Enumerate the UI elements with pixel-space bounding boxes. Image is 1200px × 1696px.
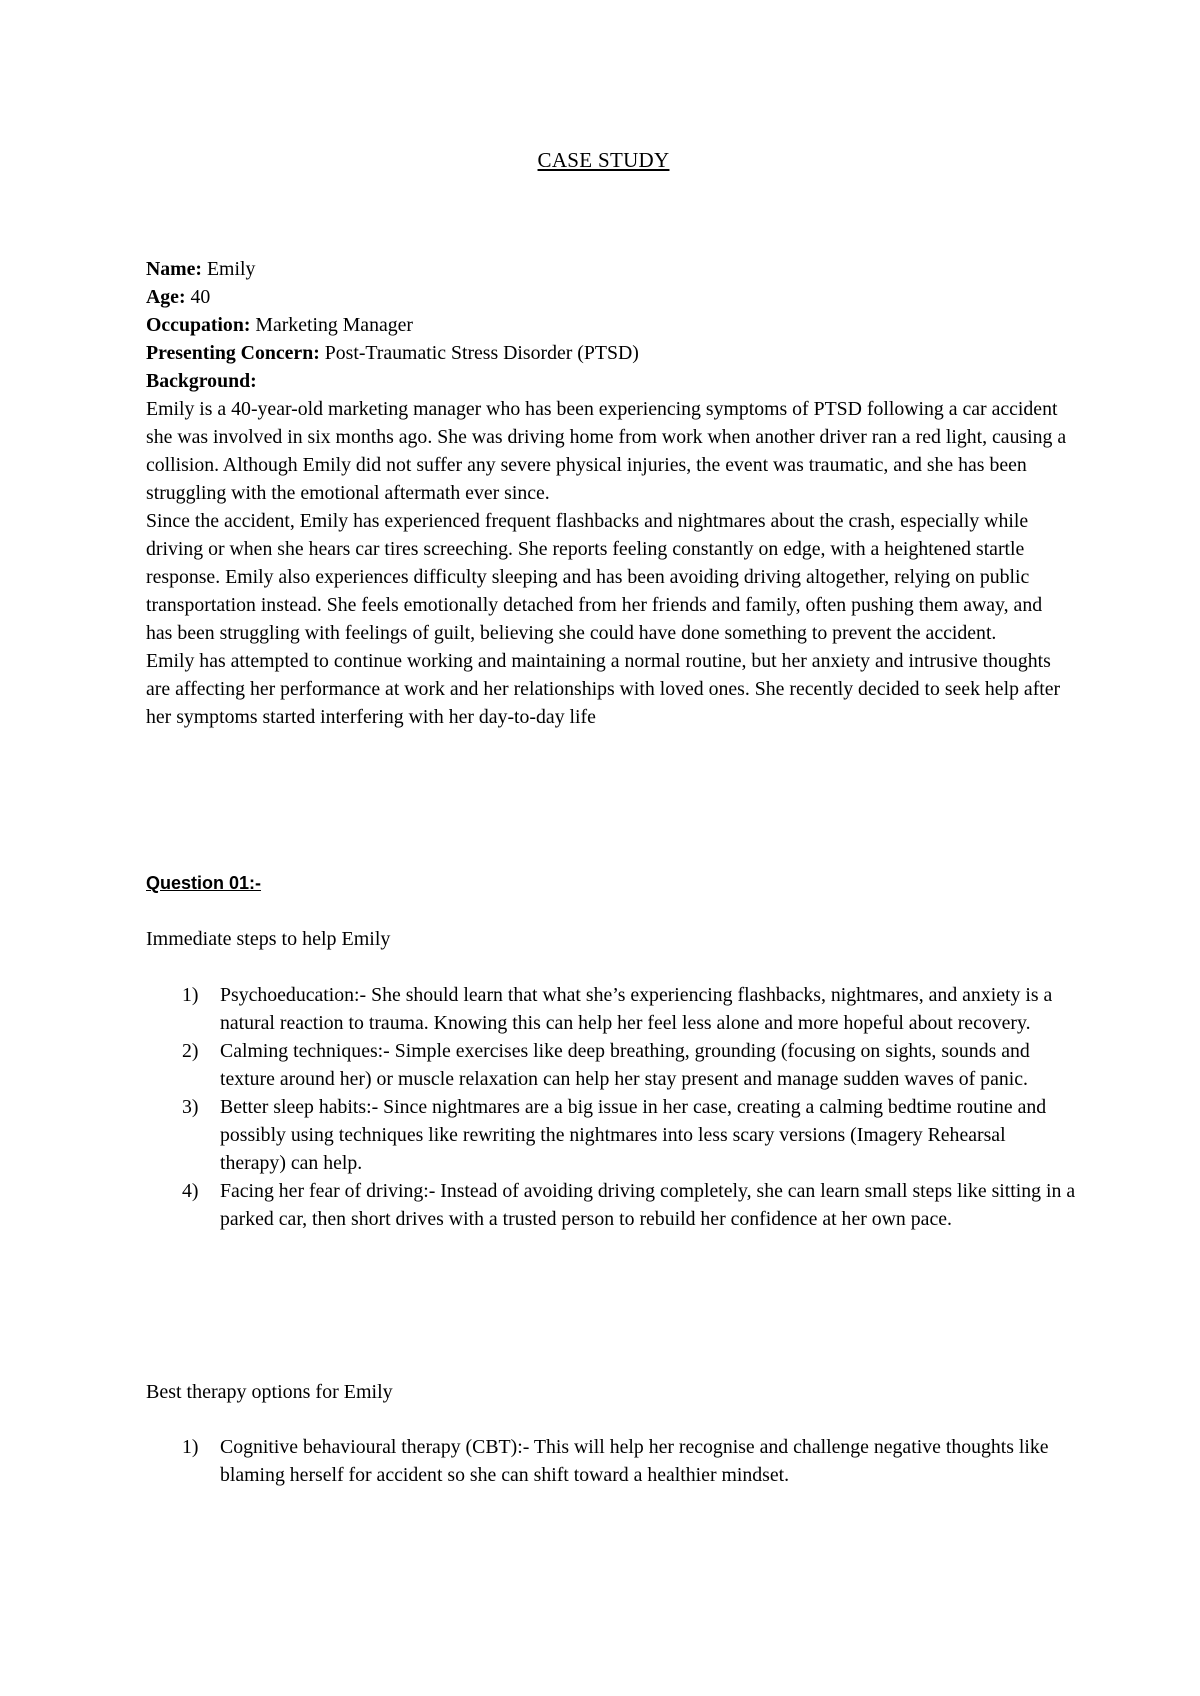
background-paragraph: Emily has attempted to continue working and maintaining a normal routine, but her anxiety and intrusive thoughts are affecting her performance at work and her relationships with loved ones. She recently decided to seek help after her symptoms started interfering with her day-to-day life <box>146 650 1061 728</box>
background-paragraph: Emily is a 40-year-old marketing manager who has been experiencing symptoms of PTSD following a car accident she was involved in six months ago. She was driving home from work when another driver ran a red light, causing a collision. Although Emily did not suffer any severe physical injuries, the event was traumatic, and she has been struggling with the emotional aftermath ever since. <box>146 398 1067 504</box>
name-value: Emily <box>202 258 256 280</box>
therapy-options-list <box>146 1433 1076 1489</box>
list-item-text: Psychoeducation:- She should learn that what she’s experiencing flashbacks, nightmares, and anxiety is a natural reaction to trauma. Knowing this can help her feel less alone and more hopeful about recovery. <box>220 984 1053 1034</box>
document-title: CASE STUDY <box>537 148 670 172</box>
question-heading: Question 01:- <box>146 873 262 893</box>
age-value: 40 <box>185 286 211 308</box>
list-item-text: Facing her fear of driving:- Instead of avoiding driving completely, she can learn small steps like sitting in a parked car, then short drives with a trusted person to rebuild her confidence at her own pace. <box>220 1180 1076 1230</box>
list-number: 1) <box>182 1436 199 1458</box>
list-item-text: Cognitive behavioural therapy (CBT):- This will help her recognise and challenge negative thoughts like blaming herself for accident so she can shift toward a healthier mindset. <box>220 1436 1049 1486</box>
list-item <box>146 1177 1076 1233</box>
age-row <box>146 283 639 311</box>
name-row <box>146 255 639 283</box>
case-details <box>146 255 639 395</box>
list-number: 4) <box>182 1180 199 1202</box>
list-item <box>146 1093 1076 1177</box>
list-item <box>146 981 1076 1037</box>
immediate-steps-heading: Immediate steps to help Emily <box>146 928 391 950</box>
list-number: 1) <box>182 984 199 1006</box>
list-item-text: Better sleep habits:- Since nightmares are a big issue in her case, creating a calming bedtime routine and possibly using techniques like rewriting the nightmares into less scary versions (Imagery Rehearsal therapy) can help. <box>220 1096 1047 1174</box>
occupation-value: Marketing Manager <box>250 314 413 336</box>
list-number: 3) <box>182 1096 199 1118</box>
concern-label: Presenting Concern: <box>146 342 320 364</box>
list-item <box>146 1433 1076 1489</box>
occupation-row <box>146 311 639 339</box>
therapy-options-heading: Best therapy options for Emily <box>146 1381 393 1403</box>
immediate-steps-list <box>146 981 1076 1233</box>
background-row <box>146 367 639 395</box>
concern-value: Post-Traumatic Stress Disorder (PTSD) <box>319 342 639 364</box>
list-item-text: Calming techniques:- Simple exercises like deep breathing, grounding (focusing on sights, sounds and texture around her) or muscle relaxation can help her stay present and manage sudden waves of panic. <box>220 1040 1030 1090</box>
name-label: Name: <box>146 258 203 280</box>
age-label: Age: <box>146 286 186 308</box>
background-paragraph: Since the accident, Emily has experienced frequent flashbacks and nightmares about the crash, especially while driving or when she hears car tires screeching. She reports feeling constantly on edge, with a heightened startle response. Emily also experiences difficulty sleeping and has been avoiding driving altogether, relying on public transportation instead. She feels emotionally detached from her friends and family, often pushing them away, and has been struggling with feelings of guilt, believing she could have done something to prevent the accident. <box>146 510 1043 644</box>
background-label: Background: <box>146 370 257 392</box>
occupation-label: Occupation: <box>146 314 251 336</box>
background-text <box>146 395 1071 731</box>
list-item <box>146 1037 1076 1093</box>
concern-row <box>146 339 639 367</box>
list-number: 2) <box>182 1040 199 1062</box>
